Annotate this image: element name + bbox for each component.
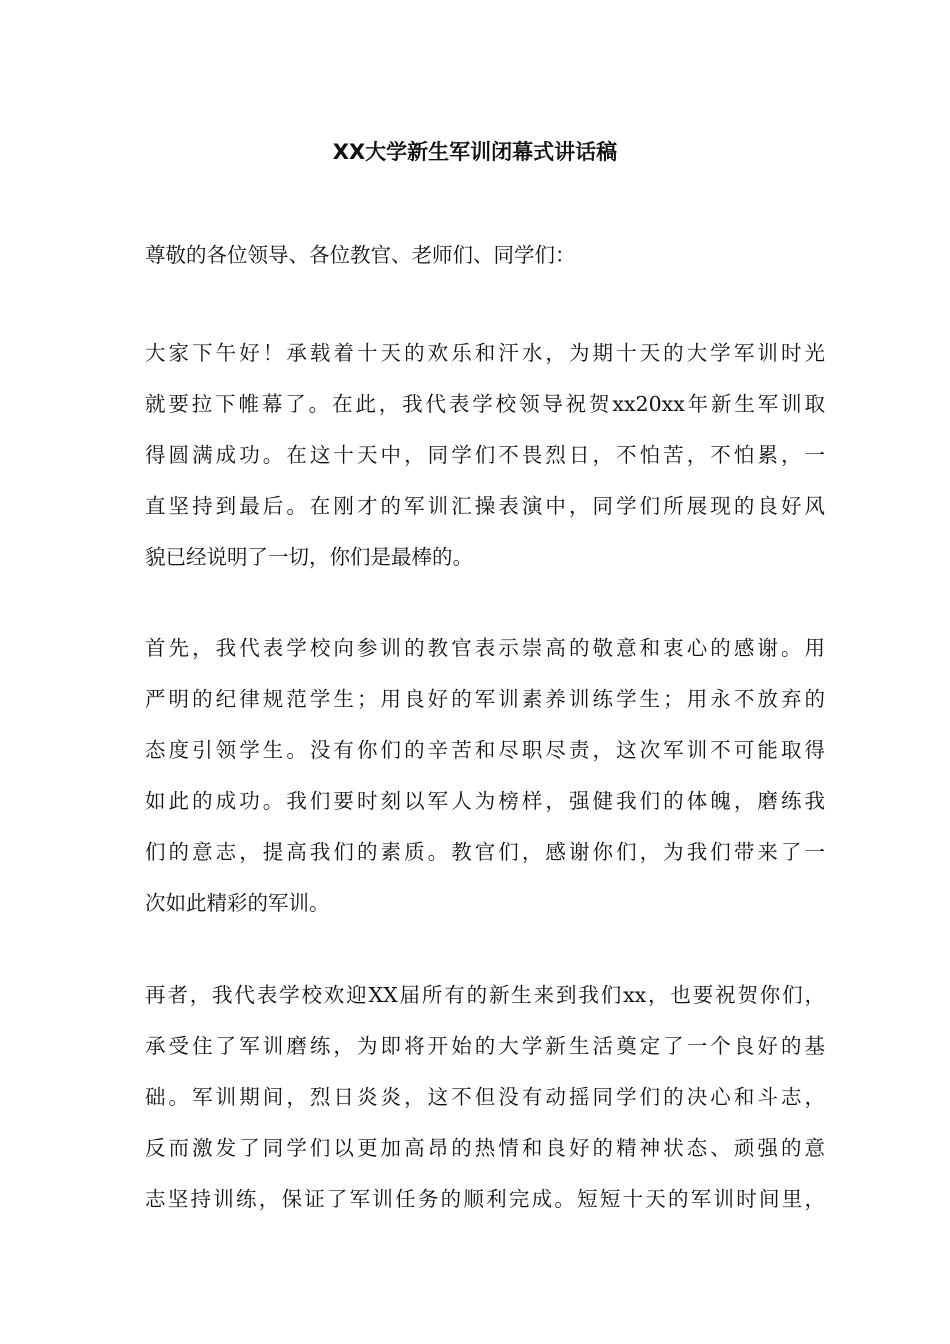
paragraph-line: 大家下午好！承载着十天的欢乐和汗水，为期十天的大学军训时光 <box>145 341 825 365</box>
paragraph-line: 次如此精彩的军训。 <box>145 891 330 915</box>
paragraph-line: 志坚持训练，保证了军训任务的顺利完成。短短十天的军训时间里， <box>145 1187 825 1211</box>
greeting-line <box>145 230 825 281</box>
paragraph-line: 就要拉下帷幕了。在此，我代表学校领导祝贺xx20xx年新生军训取 <box>145 392 825 416</box>
paragraph-opening <box>145 328 825 583</box>
document-title: XX大学新生军训闭幕式讲话稿 <box>332 140 618 164</box>
paragraph-line: 直坚持到最后。在刚才的军训汇操表演中，同学们所展现的良好风 <box>145 494 825 518</box>
greeting-text: 尊敬的各位领导、各位教官、老师们、同学们： <box>145 243 576 267</box>
paragraph-line: 得圆满成功。在这十天中，同学们不畏烈日，不怕苦，不怕累，一 <box>145 443 825 467</box>
paragraph-line: 如此的成功。我们要时刻以军人为榜样，强健我们的体魄，磨练我 <box>145 789 825 813</box>
paragraph-line: 态度引领学生。没有你们的辛苦和尽职尽责，这次军训不可能取得 <box>145 738 825 762</box>
paragraph-welcome-students <box>145 970 825 1225</box>
paragraph-line: 础。军训期间，烈日炎炎，这不但没有动摇同学们的决心和斗志， <box>145 1085 825 1109</box>
paragraph-line: 承受住了军训磨练，为即将开始的大学新生活奠定了一个良好的基 <box>145 1034 825 1058</box>
paragraph-line: 貌已经说明了一切，你们是最棒的。 <box>145 545 473 569</box>
paragraph-thanks-instructors <box>145 623 825 929</box>
paragraph-line: 们的意志，提高我们的素质。教官们，感谢你们，为我们带来了一 <box>145 840 825 864</box>
paragraph-line: 首先，我代表学校向参训的教官表示崇高的敬意和衷心的感谢。用 <box>145 636 825 660</box>
paragraph-line: 再者，我代表学校欢迎XX届所有的新生来到我们xx，也要祝贺你们， <box>145 983 825 1007</box>
paragraph-line: 反而激发了同学们以更加高昂的热情和良好的精神状态、顽强的意 <box>145 1136 825 1160</box>
paragraph-line: 严明的纪律规范学生；用良好的军训素养训练学生；用永不放弃的 <box>145 687 825 711</box>
